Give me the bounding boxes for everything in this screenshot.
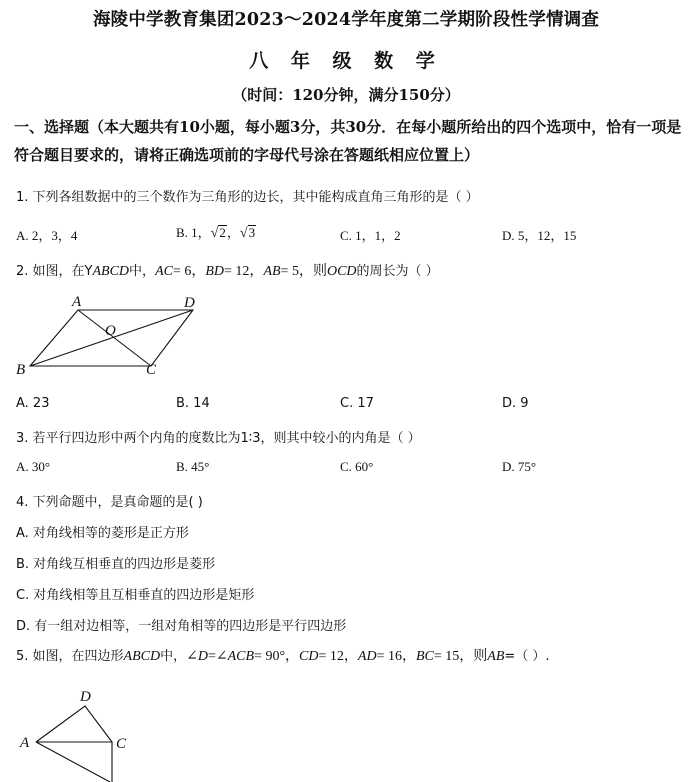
quadrilateral-figure (10, 686, 150, 782)
side-ab (36, 742, 110, 782)
triangle-adc (36, 706, 112, 742)
sqrt-3: 3 (248, 225, 256, 240)
time-info: （时间：120分钟，满分150分） (232, 86, 460, 104)
option-b-prefix: B. 1， (176, 225, 211, 240)
question-3-option-c: C. 60° (340, 459, 374, 474)
label-c: C (146, 362, 157, 378)
question-2-stem: 2. 如图，在YABCD中，AC= 6，BD= 12，AB= 5，则OCD的周长为（ ） (16, 264, 439, 279)
question-4-option-c: C. 对角线相等且互相垂直的四边形是矩形 (16, 588, 255, 603)
label-a: A (72, 294, 82, 310)
question-4-option-a: A. 对角线相等的菱形是正方形 (16, 526, 189, 541)
section-heading: 一、选择题（本大题共有10小题，每小题3分，共30分．在每小题所给出的四个选项中，恰有一项是符合题目要求的，请将正确选项前的字母代号涂在答题纸相应位置上） (14, 118, 682, 164)
question-1-option-b (176, 222, 256, 242)
exam-title: 海陵中学教育集团2023～2024学年度第二学期阶段性学情调查 (92, 10, 600, 30)
question-4-option-d: D. 有一组对边相等，一组对角相等的四边形是平行四边形 (16, 619, 347, 634)
question-2-option-d: D. 9 (502, 396, 529, 411)
question-3-stem: 3. 若平行四边形中两个内角的度数比为1∶3，则其中较小的内角是（ ） (16, 431, 421, 446)
label-c: C (116, 736, 127, 752)
question-2-option-a: A. 23 (16, 396, 50, 411)
option-b-comma: ， (226, 225, 240, 240)
sqrt-2: 2 (219, 225, 226, 240)
label-d: D (184, 295, 195, 311)
label-d: D (80, 689, 91, 705)
question-1-stem: 1. 下列各组数据中的三个数作为三角形的边长，其中能构成直角三角形的是（ ） (16, 190, 479, 205)
question-1-option-c: C. 1，1，2 (340, 228, 401, 243)
question-5-stem: 5. 如图，在四边形ABCD中，∠D=∠ACB= 90°，CD= 12，AD= 16，BC= 15，则AB=（ ）. (16, 649, 550, 664)
question-3-option-a: A. 30° (16, 459, 51, 474)
question-2-option-c: C. 17 (340, 396, 374, 411)
question-4-stem: 4. 下列命题中，是真命题的是( ) (16, 495, 203, 510)
question-3-option-b: B. 45° (176, 459, 210, 474)
sqrt-symbol: √ (239, 226, 248, 241)
sqrt-symbol: √ (210, 226, 219, 241)
label-o: O (105, 323, 116, 339)
question-3-option-d: D. 75° (502, 459, 537, 474)
question-2-option-b: B. 14 (176, 396, 210, 411)
label-a: A (20, 735, 30, 751)
question-1-option-d: D. 5，12，15 (502, 228, 577, 243)
question-1-option-a: A. 2，3，4 (16, 228, 78, 243)
label-b: B (16, 362, 26, 378)
parallelogram-figure (8, 290, 208, 382)
subject-title: 八 年 级 数 学 (249, 50, 443, 72)
question-4-option-b: B. 对角线互相垂直的四边形是菱形 (16, 557, 216, 572)
